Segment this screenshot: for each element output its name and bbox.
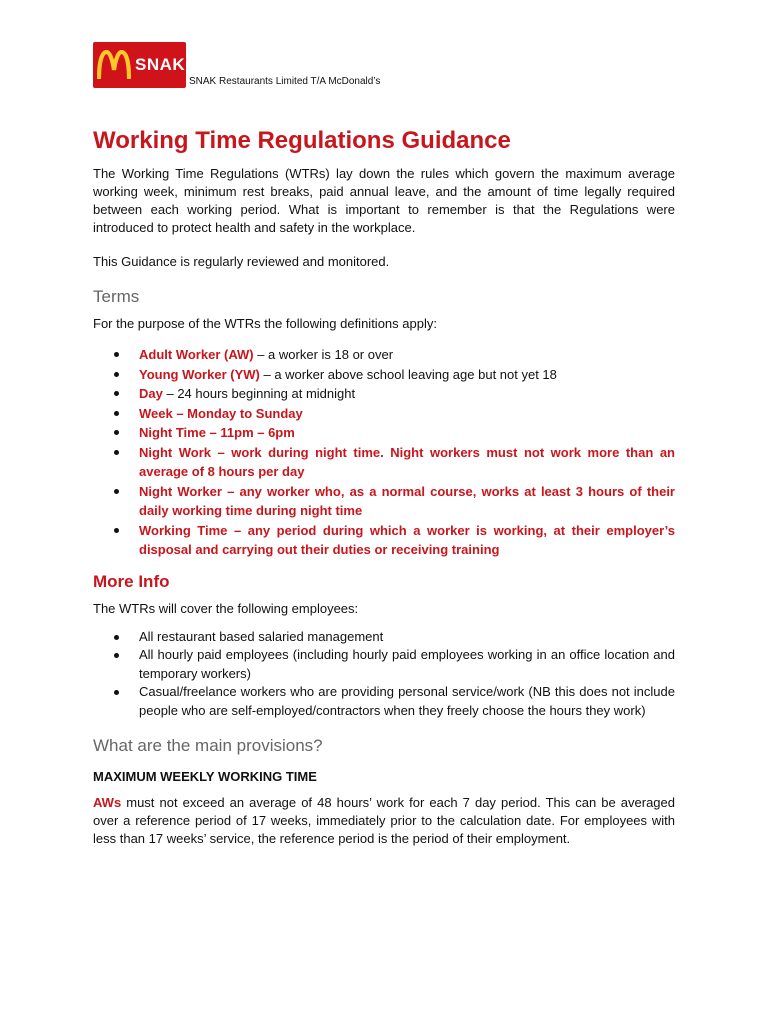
list-item-text: All hourly paid employees (including hourly paid employees working in an office location and temporary workers) <box>139 647 675 681</box>
terms-heading: Terms <box>93 287 140 306</box>
list-item <box>93 683 675 720</box>
bullet-icon <box>114 391 119 396</box>
term-label: Night Worker – any worker who, as a normal course, works at least 3 hours of their daily working time during night time <box>139 483 675 518</box>
term-label: Day <box>139 386 163 401</box>
list-item <box>93 482 675 521</box>
list-item <box>93 345 675 365</box>
term-label: Night Time – 11pm – 6pm <box>139 425 295 440</box>
term-label: Working Time – any period during which a worker is working, at their employer’s disposal and carrying out their duties or receiving training <box>139 522 675 557</box>
list-item-text: All restaurant based salaried management <box>139 628 384 644</box>
bullet-icon <box>114 635 119 640</box>
list-item <box>93 404 675 424</box>
more-info-lead: The WTRs will cover the following employees: <box>93 600 359 616</box>
list-item <box>93 365 675 385</box>
bullet-icon <box>114 489 119 494</box>
bullet-icon <box>114 653 119 658</box>
list-item <box>93 646 675 683</box>
bullet-icon <box>114 372 119 377</box>
term-label: Week – Monday to Sunday <box>139 405 303 421</box>
provisions-subheading: MAXIMUM WEEKLY WORKING TIME <box>93 769 317 784</box>
review-note: This Guidance is regularly reviewed and monitored. <box>93 254 390 269</box>
page-title: Working Time Regulations Guidance <box>93 127 511 154</box>
term-label: Night Work – work during night time. Night workers must not work more than an average of 8 hours per day <box>139 444 675 479</box>
bullet-icon <box>114 411 119 416</box>
more-info-heading: More Info <box>93 571 170 591</box>
term-label: Adult Worker (AW) <box>139 347 254 362</box>
term-label: Young Worker (YW) <box>139 366 260 382</box>
bullet-icon <box>114 528 119 533</box>
document-body <box>93 124 675 848</box>
list-item <box>93 521 675 560</box>
bullet-icon <box>114 690 119 695</box>
logo-text: SNAK <box>135 55 186 74</box>
provisions-paragraph <box>93 794 675 848</box>
terms-lead: For the purpose of the WTRs the following definitions apply: <box>93 316 437 331</box>
list-item <box>93 423 675 443</box>
bullet-icon <box>114 352 119 357</box>
list-item <box>93 443 675 482</box>
list-item <box>93 628 675 647</box>
golden-arches-icon <box>97 50 131 80</box>
company-name: SNAK Restaurants Limited T/A McDonald’s <box>189 76 381 87</box>
intro-paragraph: The Working Time Regulations (WTRs) lay down the rules which govern the maximum average working week, minimum rest breaks, paid annual leave, and the amount of time legally required between each working period. What is important to remember is that the Regulations were introduced to protect health and safety in the workplace. <box>93 166 675 235</box>
employee-list <box>93 628 675 721</box>
term-desc: – 24 hours beginning at midnight <box>162 386 356 401</box>
provisions-text: must not exceed an average of 48 hours’ work for each 7 day period. This can be averaged over a reference period of 17 weeks, immediately prior to the calculation date. For employees with less than 17 weeks’ service, the reference period is the period of their employment. <box>93 795 675 846</box>
list-item <box>93 384 675 404</box>
list-item-text: Casual/freelance workers who are providing personal service/work (NB this does not include people who are self-employed/contractors when they freely choose the hours they work) <box>139 684 675 718</box>
aws-term: AWs <box>93 795 122 810</box>
bullet-icon <box>114 450 119 455</box>
snak-logo <box>93 42 186 88</box>
term-desc: – a worker is 18 or over <box>253 347 394 362</box>
provisions-heading: What are the main provisions? <box>93 736 323 755</box>
terms-list <box>93 345 675 560</box>
bullet-icon <box>114 430 119 435</box>
term-desc: – a worker above school leaving age but not yet 18 <box>259 366 557 382</box>
